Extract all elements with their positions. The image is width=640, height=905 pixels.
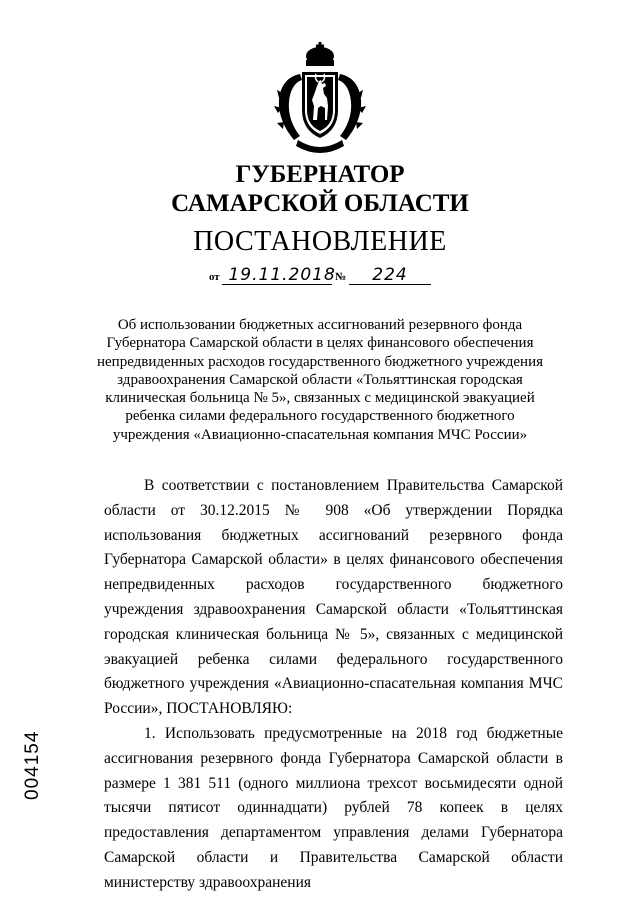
preamble-paragraph: В соответствии с постановлением Правительства Самарской области от 30.12.2015 № 908 «Об утверждении Порядка использования бюджетных ассигнований резервного фонда Губернатора Самарской области» в целях финансового обеспечения непредвиденных расходов государственного бюджетного учреждения здравоохранения Самарской области «Тольяттинская городская клиническая больница № 5», связанных с медицинской эвакуацией ребенка силами федерального государственного бюджетного учреждения «Авиационно-спасательная компания МЧС России», ПОСТАНОВЛЯЮ: [104,477,563,718]
authority-line-2: САМАРСКОЙ ОБЛАСТИ [171,190,469,217]
registration-number: 004154 [22,730,43,800]
document-subject: Об использовании бюджетных ассигнований резервного фонда Губернатора Самарской области в целях финансового обеспечения непредвиденных расходов государственного бюджетного учреждения здравоохранения Самарской области «Тольяттинская городская клиническая больница № 5», связанных с медицинской эвакуацией ребенка силами федерального государственного бюджетного учреждения «Авиационно-спасательная компания МЧС России» [96,317,544,443]
document-type: ПОСТАНОВЛЕНИЕ [193,226,447,257]
document-number: 224 [349,266,431,285]
date-number-line [0,266,640,285]
date-label: от [208,271,220,283]
issuing-authority [0,160,640,218]
authority-line-1: ГУБЕРНАТОР [235,161,405,188]
coat-of-arms-icon [270,40,370,160]
item-1-paragraph: 1. Использовать предусмотренные на 2018 год бюджетные ассигнования резервного фонда Губернатора Самарской области в размере 1 381 511 (одного миллиона трехсот восьмидесяти одной тысячи пятисот одиннадцати) рублей 78 копеек в целях предоставления департаментом управления делами Губернатора Самарской области и Правительства Самарской области министерству здравоохранения [104,724,563,891]
document-date: 19.11.2018 [222,266,332,285]
number-label: № [335,271,347,283]
document-body [104,474,563,896]
